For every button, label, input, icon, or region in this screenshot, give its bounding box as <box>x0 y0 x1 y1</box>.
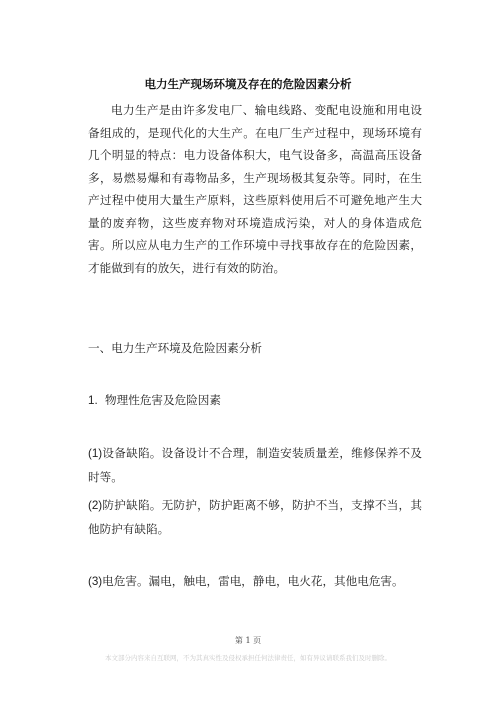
subsection-heading <box>88 389 422 413</box>
list-item <box>88 570 422 594</box>
subsection-title: 物理性危害及危险因素 <box>105 393 221 407</box>
intro-paragraph: 电力生产是由许多发电厂、输电线路、变配电设施和用电设备组成的，是现代化的大生产。在电厂生产过程中，现场环境有几个明显的特点：电力设备体积大，电气设备多，高温高压设备多，易燃易爆和有毒物品多，生产现场极其复杂等。同时，在生产过程中使用大量生产原料，这些原料使用后不可避免地产生大量的废弃物，这些废弃物对环境造成污染，对人的身体造成危害。所以应从电力生产的工作环境中寻找事故存在的危险因素，才能做到有的放矢，进行有效的防治。 <box>88 103 422 275</box>
list-item-text: 设备缺陷。设备设计不合理，制造安装质量差，维修保养不及时等。 <box>88 446 422 484</box>
page-number: 第 1 页 <box>234 636 262 645</box>
list-item-marker: (2) <box>88 499 103 512</box>
section-heading: 一、电力生产环境及危险因素分析 <box>88 341 262 355</box>
subsection-number: 1. <box>88 394 98 407</box>
list-item-marker: (3) <box>88 575 103 588</box>
list-item-text: 防护缺陷。无防护，防护距离不够，防护不当，支撑不当，其他防护有缺陷。 <box>88 498 422 536</box>
footer-disclaimer: 本文部分内容来自互联网，不为其真实性及侵权承担任何法律责任，如有异议请联系我们及时删除。 <box>105 654 391 662</box>
list-item-text: 电危害。漏电，触电，雷电，静电，电火花，其他电危害。 <box>102 574 404 588</box>
list-item <box>88 494 422 540</box>
list-item-marker: (1) <box>88 447 103 460</box>
list-item <box>88 442 422 488</box>
document-title: 电力生产现场环境及存在的危险因素分析 <box>144 77 352 91</box>
